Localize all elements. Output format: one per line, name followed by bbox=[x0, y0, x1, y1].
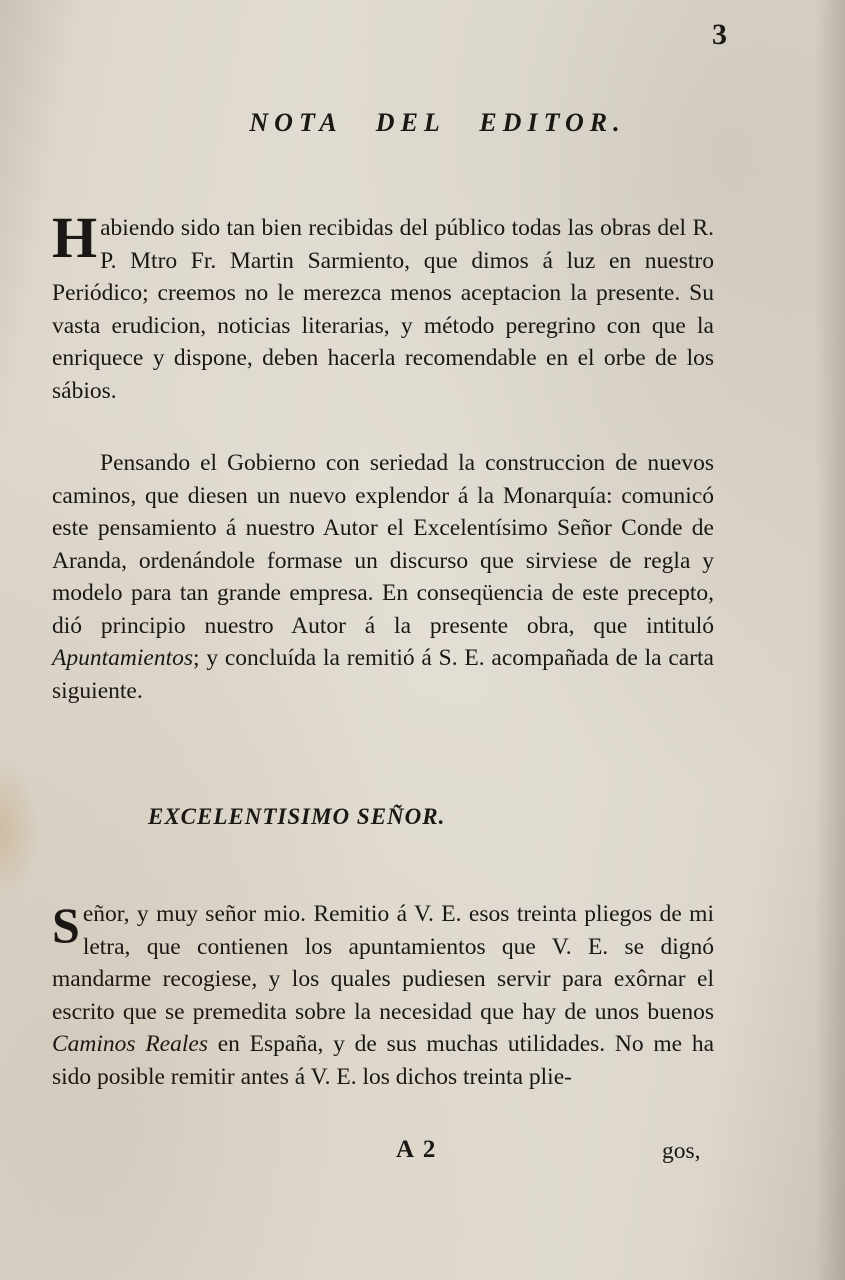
drop-cap-initial: H bbox=[52, 205, 98, 270]
paragraph-2-text-before: Pensando el Gobierno con seriedad la construccion de nuevos caminos, que diesen un nuevo explendor á la Monarquía: comunicó este pensamiento á nuestro Autor el Excelentísimo Señor Conde de Aranda, ordenándole formase un discurso que sirviese de regla y modelo para tan grande empresa. En conseqüencia de este precepto, dió principio nuestro Autor á la presente obra, que intituló bbox=[52, 450, 714, 639]
letter-italic-phrase: Caminos Reales bbox=[52, 1031, 208, 1057]
paragraph-2-italic-title: Apuntamientos bbox=[52, 645, 193, 671]
paper-stain bbox=[0, 760, 40, 900]
page-number: 3 bbox=[712, 18, 727, 51]
section-heading: NOTA DEL EDITOR. bbox=[249, 108, 626, 137]
letter-body bbox=[52, 898, 714, 1093]
paragraph-1-text: abiendo sido tan bien recibidas del público todas las obras del R. P. Mtro Fr. Martin Sarmiento, que dimos á luz en nuestro Periódico; creemos no le merezca menos aceptacion la presente. Su vasta erudicion, noticias literarias, y método peregrino con que la enriquece y dispone, deben hacerla recomendable en el orbe de los sábios. bbox=[52, 215, 714, 404]
page-edge-shadow bbox=[815, 0, 845, 1280]
paragraph-2-text-after: ; y concluída la remitió á S. E. acompañada de la carta siguiente. bbox=[52, 645, 714, 704]
letter-salutation: EXCELENTISIMO SEÑOR. bbox=[148, 804, 446, 829]
letter-text-after: en España, y de sus muchas utilidades. No me ha sido posible remitir antes á V. E. los dichos treinta plie- bbox=[52, 1031, 714, 1090]
editor-note-paragraph-2 bbox=[52, 447, 714, 707]
letter-drop-cap-initial: S bbox=[52, 897, 80, 953]
letter-text-before: eñor, y muy señor mio. Remitio á V. E. esos treinta pliegos de mi letra, que contienen los apuntamientos que V. E. se dignó mandarme recogiese, y los quales pudiesen servir para exôrnar el escrito que se premedita sobre la necesidad que hay de unos buenos bbox=[52, 901, 714, 1025]
catchword: gos, bbox=[662, 1138, 701, 1164]
signature-mark: A 2 bbox=[396, 1136, 438, 1163]
editor-note-paragraph-1 bbox=[52, 205, 714, 407]
